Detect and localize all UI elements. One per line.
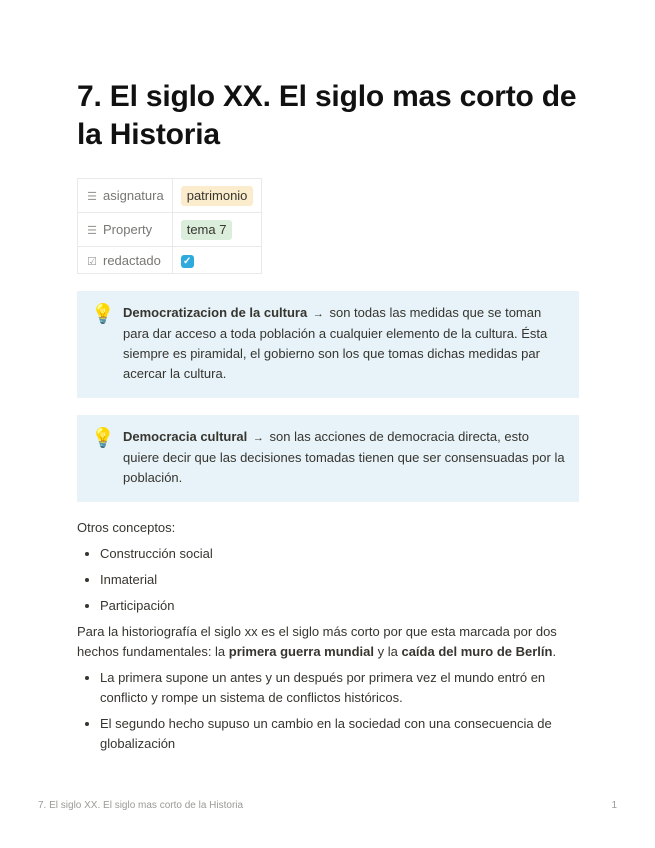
property-row — [78, 179, 262, 213]
list-item: • Participación — [100, 596, 579, 616]
historiografia-paragraph — [77, 622, 579, 662]
callout — [77, 415, 579, 502]
list-item: • Inmaterial — [100, 570, 579, 590]
properties-table — [77, 178, 262, 274]
lightbulb-icon: 💡 — [91, 428, 115, 449]
tag-asignatura[interactable]: patrimonio — [181, 186, 254, 206]
list-item: • El segundo hecho supuso un cambio en la sociedad con una consecuencia de globalización — [100, 714, 579, 754]
property-row — [78, 213, 262, 247]
tag-property[interactable]: tema 7 — [181, 220, 233, 240]
arrow-icon: → — [252, 432, 264, 444]
property-name: redactado — [103, 252, 161, 268]
paragraph-text: y la — [374, 644, 402, 659]
arrow-icon: → — [312, 308, 324, 320]
callout-text — [123, 303, 565, 384]
callout-text — [123, 427, 565, 488]
paragraph-text: . — [552, 644, 557, 659]
page-content — [77, 78, 579, 760]
property-name: asignatura — [103, 188, 164, 203]
footer-title: 7. El siglo XX. El siglo mas corto de la Historia — [38, 800, 244, 811]
page-number: 1 — [611, 800, 617, 811]
otros-list — [77, 544, 579, 616]
callout-term: Democracia cultural — [123, 429, 248, 444]
list-icon: ☰ — [87, 191, 97, 203]
hechos-list — [77, 668, 579, 754]
page-title: 7. El siglo XX. El siglo mas corto de la Historia — [77, 80, 577, 151]
checkbox-icon: ☑ — [87, 255, 97, 268]
bold-primera-guerra: primera guerra mundial — [228, 644, 374, 659]
list-item: • La primera supone un antes y un después por primera vez el mundo entró en conflicto y rompe un sistema de conflictos históricos. — [100, 668, 579, 708]
lightbulb-icon: 💡 — [91, 304, 115, 325]
property-name: Property — [103, 222, 153, 237]
paragraph-text: Para la historiografía el siglo xx es el siglo más corto por que esta marcada por dos hechos fundamentales: la — [77, 624, 557, 659]
list-icon: ☰ — [87, 225, 97, 237]
list-item: • Construcción social — [100, 544, 579, 564]
callout-term: Democratizacion de la cultura — [123, 305, 308, 320]
otros-intro: Otros conceptos: — [77, 520, 176, 535]
bold-caida-muro: caída del muro de Berlín — [401, 644, 553, 659]
property-row — [78, 247, 262, 274]
callout-body: son las acciones de democracia directa, esto quiere decir que las decisiones tomadas tienen que ser consensuadas por la población. — [123, 429, 565, 485]
redactado-checkbox[interactable]: ✓ — [181, 255, 194, 268]
callout — [77, 291, 579, 398]
callout-body: son todas las medidas que se toman para dar acceso a toda población a cualquier elemento de la cultura. Ésta siempre es piramidal, el gobierno son los que tomas dichas medidas par acercar la cultura. — [123, 305, 548, 381]
page-footer — [38, 800, 617, 811]
